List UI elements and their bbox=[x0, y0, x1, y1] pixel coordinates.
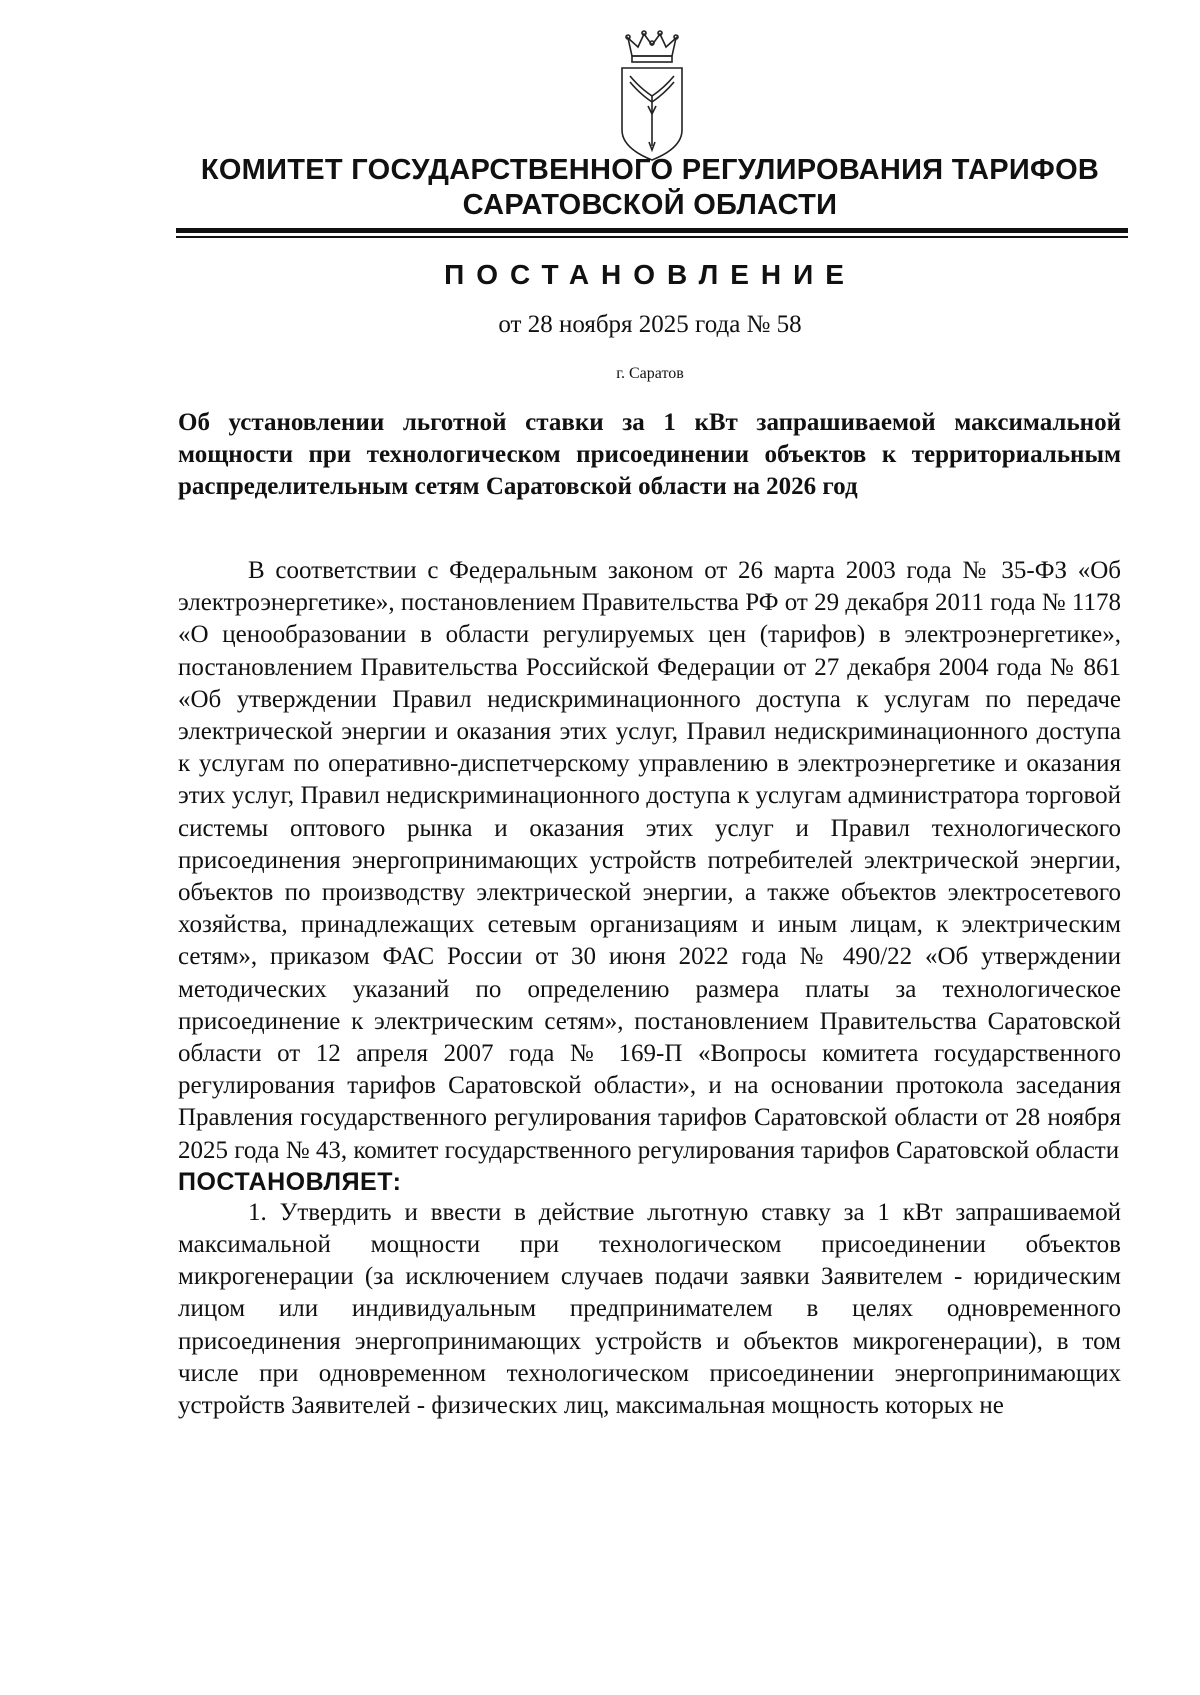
issuing-authority bbox=[160, 153, 1140, 223]
header-divider-thick bbox=[176, 228, 1128, 233]
preamble-paragraph: В соответствии с Федеральным законом от 26 марта 2003 года № 35-ФЗ «Об электроэнергетике», постановлением Правительства РФ от 29 декабря 2011 года № 1178 «О ценообразовании в области регулируемых цен (тарифов) в электроэнергетике», постановлением Правительства Российской Федерации от 27 декабря 2004 года № 861 «Об утверждении Правил недискриминационного доступа к услугам по передаче электрической энергии и оказания этих услуг, Правил недискриминационного доступа к услугам по оперативно-диспетчерскому управлению в электроэнергетике и оказания этих услуг, Правил недискриминационного доступа к услугам администратора торговой системы оптового рынка и оказания этих услуг и Правил технологического присоединения энергопринимающих устройств потребителей электрической энергии, объектов по производству электрической энергии, а также объектов электросетевого хозяйства, принадлежащих сетевым организациям и иным лицам, к электрическим сетям», приказом ФАС России от 30 июня 2022 года № 490/22 «Об утверждении методических указаний по определению размера платы за технологическое присоединение к электрическим сетям», постановлением Правительства Саратовской области от 12 апреля 2007 года № 169-П «Вопросы комитета государственного регулирования тарифов Саратовской области», и на основании протокола заседания Правления государственного регулирования тарифов Саратовской области от 28 ноября 2025 года № 43, комитет государственного регулирования тарифов Саратовской области bbox=[178, 557, 1121, 1164]
header-divider-thin bbox=[176, 236, 1128, 238]
document-type: ПОСТАНОВЛЕНИЕ bbox=[444, 259, 856, 290]
saratov-coat-of-arms-icon bbox=[616, 30, 688, 164]
document-body bbox=[178, 555, 1121, 1422]
resolution-item-1: 1. Утвердить и ввести в действие льготную ставку за 1 кВт запрашиваемой максимальной мощности при технологическом присоединении объектов микрогенерации (за исключением случаев подачи заявки Заявителем - юридическим лицом или индивидуальным предпринимателем в целях одновременного присоединения энергопринимающих устройств и объектов микрогенерации), в том числе при одновременном технологическом присоединении энергопринимающих устройств Заявителей - физических лиц, максимальная мощность которых не bbox=[178, 1198, 1121, 1420]
document-city: г. Саратов bbox=[616, 365, 684, 382]
issuing-authority-line-2: САРАТОВСКОЙ ОБЛАСТИ bbox=[462, 189, 838, 221]
document-title: Об установлении льготной ставки за 1 кВт запрашиваемой максимальной мощности при технологическом присоединении объектов к территориальным распределительным сетям Саратовской области на 2026 год bbox=[178, 409, 1121, 500]
resolves-heading: ПОСТАНОВЛЯЕТ: bbox=[178, 1167, 402, 1196]
issuing-authority-line-1: КОМИТЕТ ГОСУДАРСТВЕННОГО РЕГУЛИРОВАНИЯ ТАРИФОВ bbox=[200, 154, 1100, 186]
document-date-number: от 28 ноября 2025 года № 58 bbox=[498, 311, 802, 338]
